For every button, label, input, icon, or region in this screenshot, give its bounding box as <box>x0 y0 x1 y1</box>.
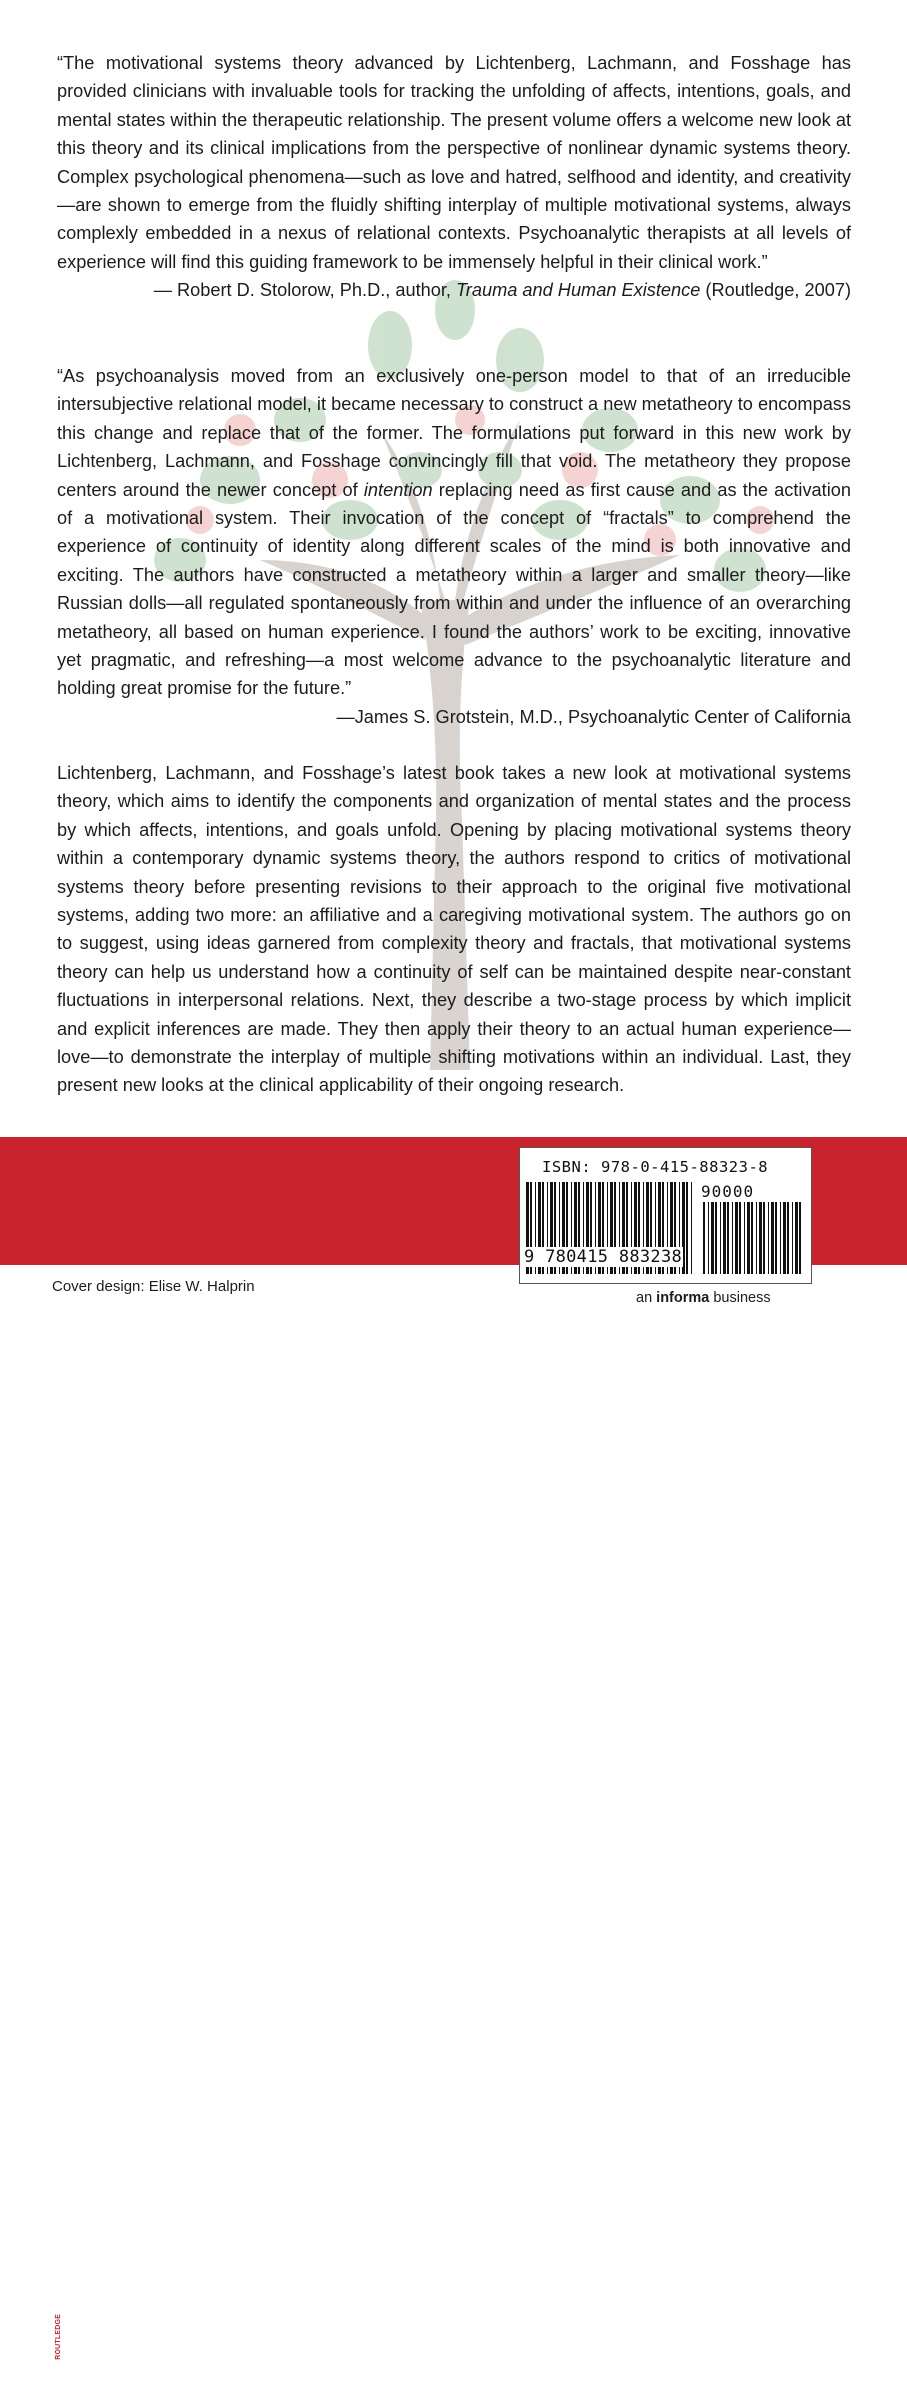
publisher-url[interactable]: www.psychoanalysisarena.com <box>52 2373 233 2388</box>
barcode-digits: 9 780415 883238 <box>524 1247 683 1267</box>
publisher-name: Routledge <box>102 2312 214 2340</box>
isbn-label: ISBN: 978-0-415-88323-8 <box>542 1158 769 1176</box>
routledge-logo-icon: ROUTLEDGE <box>52 2312 76 2365</box>
book-description: Lichtenberg, Lachmann, and Fosshage’s latest book takes a new look at motivational systems theory, which aims to identify the components and organization of mental states and the process by which affects, intentions, and goals unfold. Opening by placing motivational systems theory within a contemporary dynamic systems theory, the authors respond to critics of motivational systems theory before presenting revisions to their approach to the original five motivational systems, adding two more: an affiliative and a caregiving motivational system. The authors go on to suggest, using ideas garnered from complexity theory and fractals, that motivational systems theory can help us understand how a continuity of self can be maintained despite near-constant fluctuations in interpersonal relations. Next, they describe a two-stage process by which implicit and explicit inferences are made. They then apply their theory to an actual human experience—love—to demonstrate the interplay of multiple shifting motivations within an individual. Last, they present new looks at the clinical applicability of their ongoing research. <box>57 763 851 1096</box>
quote1-attribution: — Robert D. Stolorow, Ph.D., author, Trauma and Human Existence (Routledge, 2007) <box>153 280 851 301</box>
barcode-addon-icon <box>703 1202 803 1274</box>
endorsement-stolorow <box>57 49 851 305</box>
endorsement-grotstein <box>57 362 851 731</box>
quote1-text: “The motivational systems theory advanced by Lichtenberg, Lachmann, and Fosshage has provided clinicians with invaluable tools for tracking the unfolding of affects, intentions, goals, and mental states within the therapeutic relationship. The present volume offers a welcome new look at this theory and its clinical implications from the perspective of nonlinear dynamic systems theory. Complex psychological phenomena—such as love and hatred, selfhood and identity, and creativity—are shown to emerge from the fluidly shifting interplay of multiple motivational systems, always complexly embedded in a nexus of relational contexts. Psychoanalytic therapists at all levels of experience will find this guiding framework to be immensely helpful in their clinical work.” <box>57 53 851 272</box>
quote2-attribution: —James S. Grotstein, M.D., Psychoanalytic Center of California <box>336 706 851 727</box>
quote2-text: “As psychoanalysis moved from an exclusively one-person model to that of an irreducible intersubjective relational model, it became necessary to construct a new metatheory to encompass this change and replace that of the former. The formulations put forward in this new work by Lichtenberg, Lachmann, and Fosshage convincingly fill that void. The metatheory they propose centers around the newer concept of intention replacing need as first cause and as the activation of a motivational system. Their invocation of the concept of “fractals” to comprehend the experience of continuity of identity along different scales of the mind is both innovative and exciting. The authors have constructed a metatheory within a larger and smaller theory—like Russian dolls—all regulated spontaneously from within and under the influence of an overarching metatheory, all based on human experience. I found the authors’ work to be exciting, innovative yet pragmatic, and refreshing—a most welcome advance to the psychoanalytic literature and holding great promise for the future.” <box>57 366 851 699</box>
isbn-barcode <box>519 1147 812 1284</box>
price-code: 90000 <box>701 1182 755 1201</box>
cover-credit: Cover design: Elise W. Halprin <box>52 1278 255 1295</box>
informa-tagline: an informa business <box>636 1290 771 1306</box>
publisher-group: Taylor & Francis Group <box>103 2346 237 2360</box>
